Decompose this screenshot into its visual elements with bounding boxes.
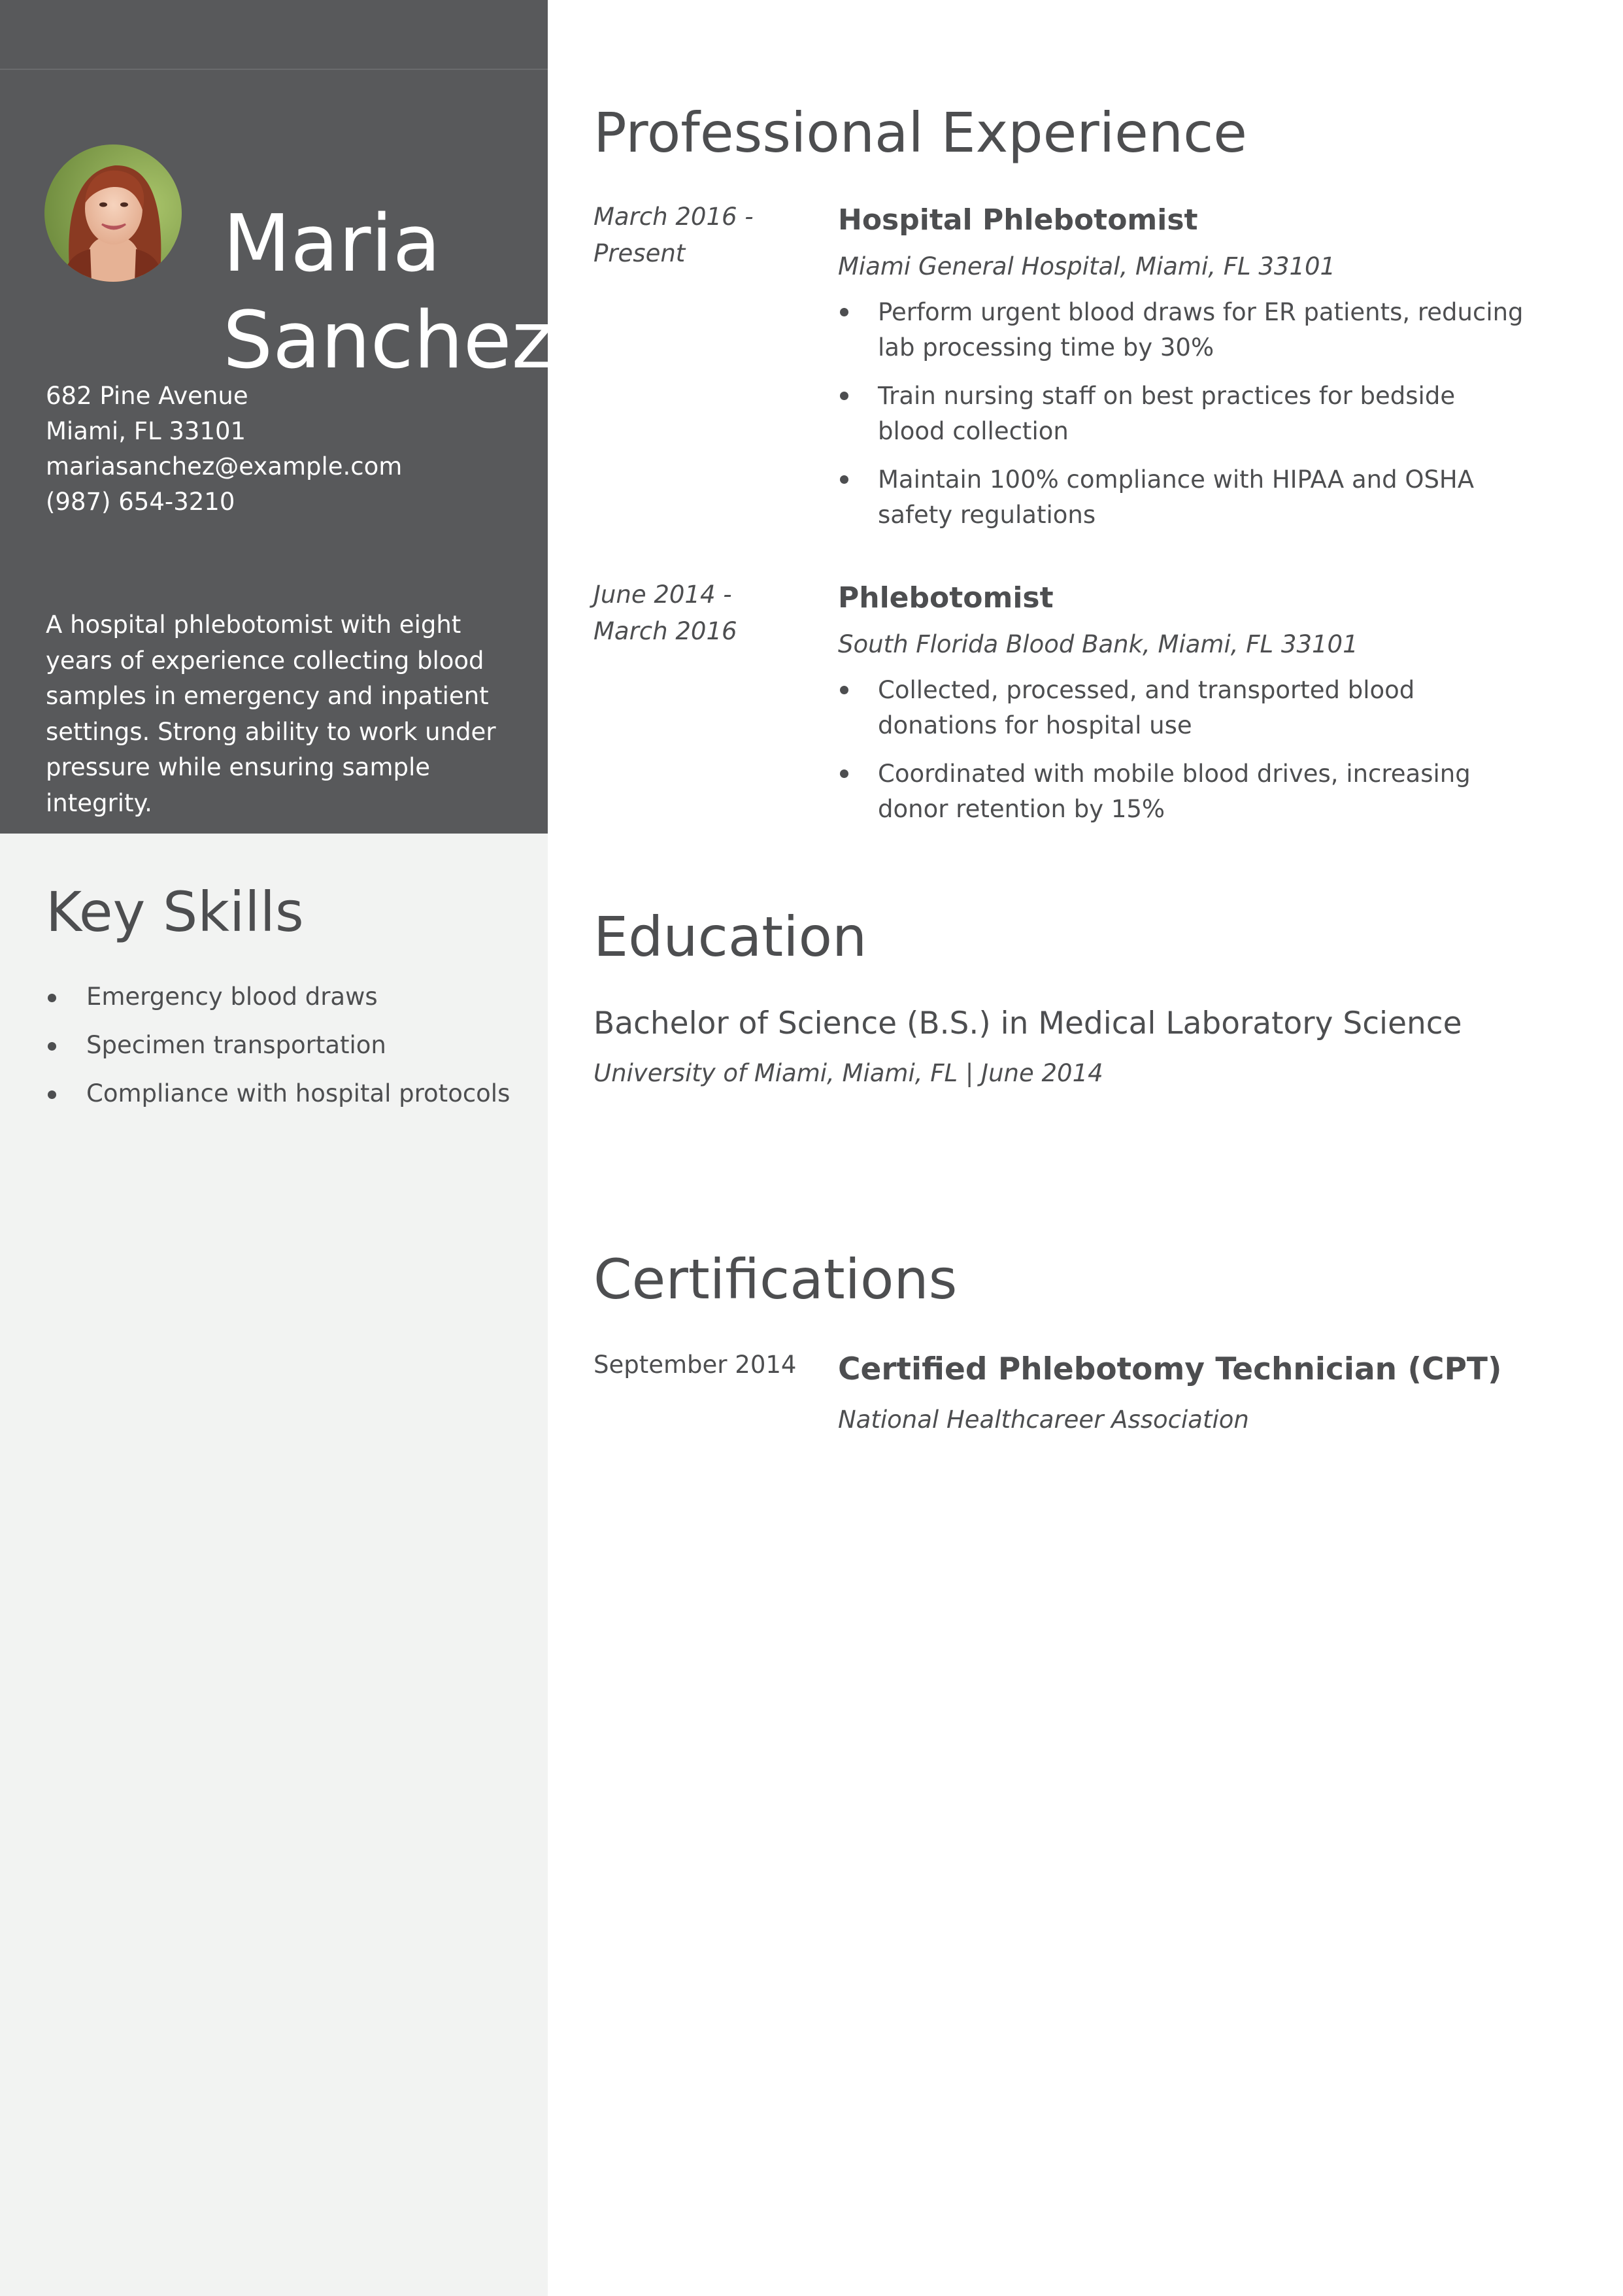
- skills-list: [46, 981, 510, 1126]
- job-bullet: Coordinated with mobile blood drives, increasing donor retention by 15%: [838, 756, 1524, 827]
- candidate-name: [223, 196, 553, 390]
- certification-date: September 2014: [594, 1351, 797, 1379]
- skill-item: Compliance with hospital protocols: [46, 1077, 510, 1126]
- certification-issuer: National Healthcareer Association: [838, 1406, 1249, 1434]
- last-name: Sanchez: [223, 295, 553, 387]
- skills-heading: Key Skills: [46, 880, 304, 944]
- job-bullet: Collected, processed, and transported blood donations for hospital use: [838, 673, 1524, 743]
- skill-item: Emergency blood draws: [46, 981, 510, 1029]
- certification-name: Certified Phlebotomy Technician (CPT): [838, 1351, 1502, 1387]
- job-bullets: [838, 295, 1524, 533]
- job-entry: [838, 201, 1524, 546]
- phone-number[interactable]: (987) 654-3210: [46, 488, 235, 516]
- avatar-photo: [44, 144, 182, 282]
- sidebar: [0, 0, 553, 2296]
- job-bullet: Perform urgent blood draws for ER patients, reducing lab processing time by 30%: [838, 295, 1524, 365]
- certifications-heading: Certifications: [594, 1247, 958, 1311]
- first-name: Maria: [223, 199, 441, 290]
- job-dates: June 2014 - March 2016: [594, 581, 737, 645]
- profile-summary: A hospital phlebotomist with eight years of experience collecting blood samples in emergency and inpatient settings. Strong ability to work under pressure while ensuring sample integrity.: [46, 611, 496, 817]
- address-line-1: 682 Pine Avenue: [46, 382, 248, 410]
- education-heading: Education: [594, 905, 867, 969]
- job-title: Phlebotomist: [838, 581, 1054, 615]
- job-organization: Miami General Hospital, Miami, FL 33101: [838, 252, 1336, 280]
- avatar: [44, 144, 182, 282]
- job-title: Hospital Phlebotomist: [838, 203, 1198, 237]
- sidebar-header: [0, 0, 553, 834]
- email-address[interactable]: mariasanchez@example.com: [46, 452, 403, 481]
- experience-heading: Professional Experience: [594, 101, 1247, 165]
- school-name: University of Miami, Miami, FL | June 2014: [594, 1059, 1103, 1087]
- header-divider: [0, 69, 548, 70]
- job-bullet: Train nursing staff on best practices for bedside blood collection: [838, 379, 1524, 449]
- job-organization: South Florida Blood Bank, Miami, FL 33101: [838, 630, 1358, 658]
- address-line-2: Miami, FL 33101: [46, 417, 246, 445]
- job-entry: [838, 579, 1524, 840]
- contact-info: [46, 379, 529, 520]
- job-dates: March 2016 - Present: [594, 203, 754, 267]
- skill-item: Specimen transportation: [46, 1029, 510, 1077]
- degree-name: Bachelor of Science (B.S.) in Medical Laboratory Science: [594, 1005, 1462, 1041]
- job-bullets: [838, 673, 1524, 827]
- certification-entry: [838, 1349, 1524, 1436]
- job-bullet: Maintain 100% compliance with HIPAA and OSHA safety regulations: [838, 462, 1524, 533]
